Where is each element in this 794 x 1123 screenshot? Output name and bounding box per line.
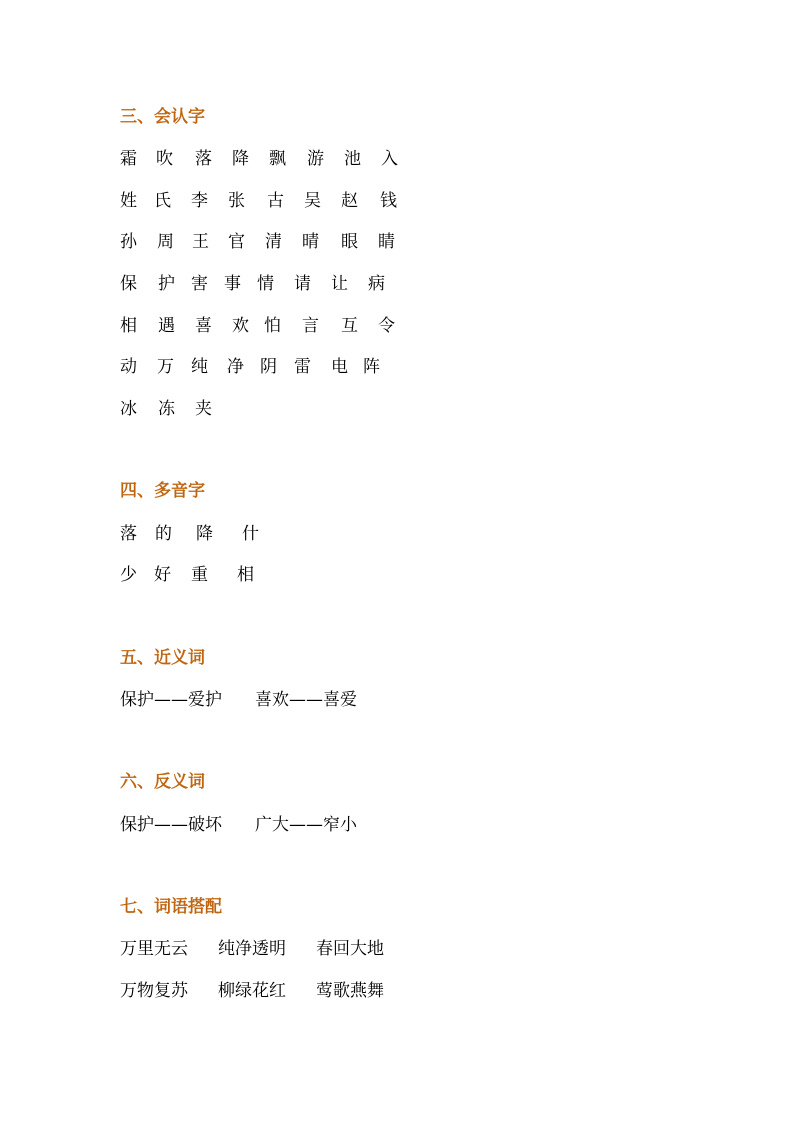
char: 官 xyxy=(228,232,245,252)
char: 请 xyxy=(294,274,311,294)
char: 张 xyxy=(228,191,245,211)
char: 怕 xyxy=(264,316,281,336)
char: 霜 xyxy=(120,149,137,169)
char: 清 xyxy=(265,232,282,252)
antonym-pair: 保护——破坏 xyxy=(120,815,222,835)
char: 降 xyxy=(196,524,213,544)
section-heading-polyphone: 四、多音字 xyxy=(120,481,205,501)
char: 冻 xyxy=(158,399,175,419)
char: 钱 xyxy=(380,191,397,211)
char: 害 xyxy=(191,274,208,294)
section-heading-antonyms: 六、反义词 xyxy=(120,772,205,792)
char: 让 xyxy=(331,274,348,294)
section-heading-recognize: 三、会认字 xyxy=(120,107,205,127)
char: 万 xyxy=(157,357,174,377)
char: 吹 xyxy=(156,149,173,169)
char: 相 xyxy=(237,565,254,585)
char: 令 xyxy=(378,316,395,336)
char: 互 xyxy=(341,316,358,336)
char: 晴 xyxy=(302,232,319,252)
char: 护 xyxy=(158,274,175,294)
collocation-phrase: 万里无云 xyxy=(120,939,188,959)
char: 夹 xyxy=(195,399,212,419)
char: 姓 xyxy=(120,191,137,211)
collocation-phrase: 纯净透明 xyxy=(218,939,286,959)
char: 纯 xyxy=(191,357,208,377)
char: 雷 xyxy=(294,357,311,377)
section-heading-collocation: 七、词语搭配 xyxy=(120,897,222,917)
char: 游 xyxy=(307,149,324,169)
char: 事 xyxy=(224,274,241,294)
char: 飘 xyxy=(269,149,286,169)
char: 冰 xyxy=(120,399,137,419)
section-heading-synonyms: 五、近义词 xyxy=(120,648,205,668)
char: 喜 xyxy=(195,316,212,336)
char: 遇 xyxy=(158,316,175,336)
char: 入 xyxy=(381,149,398,169)
char: 言 xyxy=(302,316,319,336)
char: 王 xyxy=(192,232,209,252)
char: 重 xyxy=(191,565,208,585)
char: 池 xyxy=(344,149,361,169)
char: 什 xyxy=(242,524,259,544)
char: 古 xyxy=(267,191,284,211)
char: 吴 xyxy=(304,191,321,211)
char: 净 xyxy=(227,357,244,377)
collocation-phrase: 万物复苏 xyxy=(120,981,188,1001)
char: 阵 xyxy=(363,357,380,377)
char: 保 xyxy=(120,274,137,294)
char: 眼 xyxy=(341,232,358,252)
synonym-pair: 保护——爱护 xyxy=(120,690,222,710)
char: 动 xyxy=(120,357,137,377)
char: 电 xyxy=(331,357,348,377)
synonym-pair: 喜欢——喜爱 xyxy=(255,690,357,710)
char: 情 xyxy=(257,274,274,294)
char: 孙 xyxy=(120,232,137,252)
char: 赵 xyxy=(341,191,358,211)
collocation-phrase: 莺歌燕舞 xyxy=(316,981,384,1001)
char: 周 xyxy=(157,232,174,252)
char: 氏 xyxy=(154,191,171,211)
char: 相 xyxy=(120,316,137,336)
char: 阴 xyxy=(260,357,277,377)
char: 落 xyxy=(195,149,212,169)
char: 病 xyxy=(368,274,385,294)
char: 落 xyxy=(120,524,137,544)
char: 少 xyxy=(120,565,137,585)
char: 欢 xyxy=(232,316,249,336)
char: 睛 xyxy=(378,232,395,252)
antonym-pair: 广大——窄小 xyxy=(255,815,357,835)
char: 的 xyxy=(155,524,172,544)
collocation-phrase: 春回大地 xyxy=(316,939,384,959)
char: 降 xyxy=(232,149,249,169)
char: 李 xyxy=(191,191,208,211)
collocation-phrase: 柳绿花红 xyxy=(218,981,286,1001)
char: 好 xyxy=(154,565,171,585)
